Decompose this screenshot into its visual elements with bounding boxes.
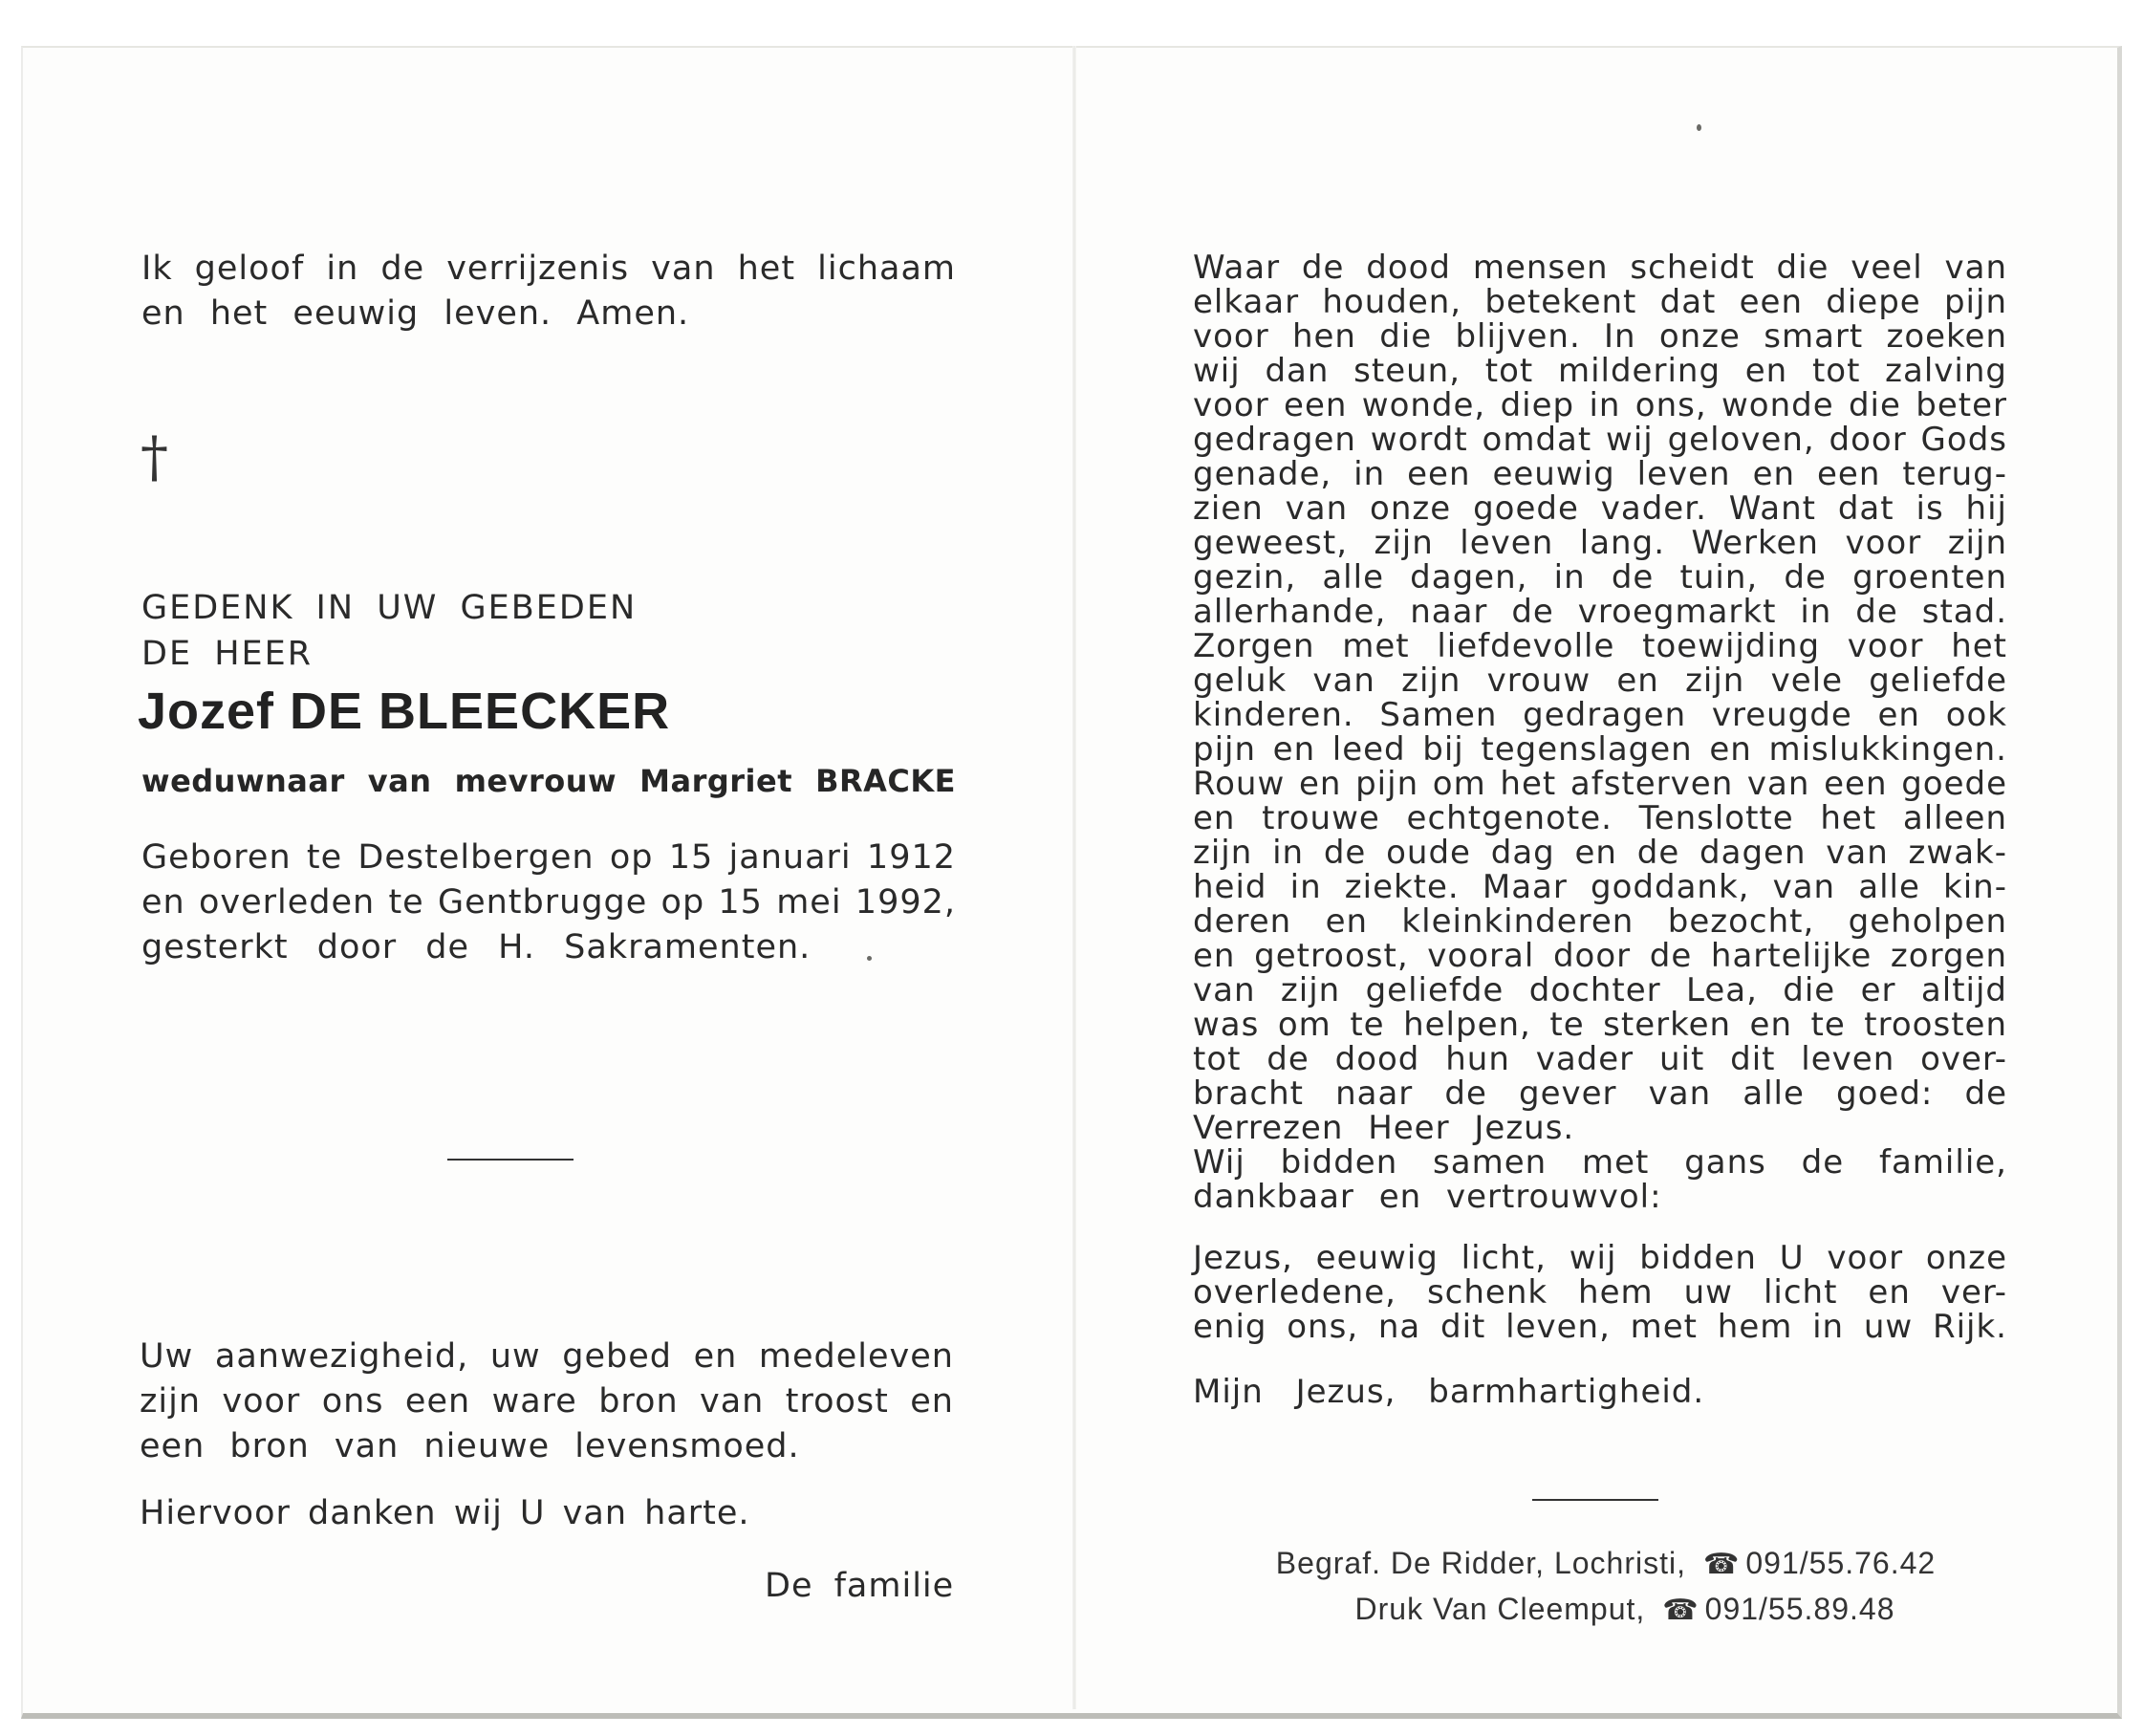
memorial-text-line: zijn in de oude dag en de dagen van zwak-	[1193, 834, 2007, 872]
memorial-text-line: gedragen wordt omdat wij geloven, door Gods	[1193, 421, 2007, 459]
memorial-text-line: dankbaar en vertrouwvol:	[1193, 1178, 1662, 1216]
memorial-text-line: Zorgen met liefdevolle toewijding voor het	[1193, 627, 2007, 665]
family-signature: De familie	[765, 1567, 955, 1605]
card-fold	[1072, 46, 1076, 1709]
invocation-line: Mijn Jezus, barmhartigheid.	[1193, 1373, 1705, 1411]
memorial-text-line: genade, in een eeuwig leven en een terug-	[1193, 455, 2007, 493]
memorial-text-line: Verrezen Heer Jezus.	[1193, 1109, 1575, 1147]
prayer-line: overledene, schenk hem uw licht en ver-	[1193, 1273, 2007, 1312]
memorial-text-line: Waar de dood mensen scheidt die veel van	[1193, 249, 2007, 287]
title-heading: DE HEER	[141, 635, 314, 673]
memorial-text-line: Rouw en pijn om het afsterven van een goede	[1193, 765, 2007, 803]
prayer-line: enig ons, na dit leven, met hem in uw Rijk.	[1193, 1308, 2007, 1346]
presence-line: een bron van nieuwe levensmoed.	[140, 1427, 800, 1465]
creed-line: Ik geloof in de verrijzenis van het lichaam	[141, 250, 956, 288]
widower-line: weduwnaar van mevrouw Margriet BRACKE	[141, 763, 956, 799]
presence-line: Uw aanwezigheid, uw gebed en medeleven	[140, 1337, 954, 1376]
undertaker-line	[1147, 1541, 2065, 1587]
undertaker-phone: 091/55.76.42	[1745, 1546, 1937, 1580]
memorial-text-line: tot de dood hun vader uit dit leven over-	[1193, 1040, 2007, 1078]
telephone-icon: ☎	[1662, 1595, 1699, 1626]
printer-phone: 091/55.89.48	[1704, 1592, 1895, 1626]
memorial-text-line: voor hen die blijven. In onze smart zoeken	[1193, 317, 2007, 356]
prayer-text	[1193, 1241, 2007, 1344]
death-line: en overleden te Gentbrugge op 15 mei 1992,	[141, 883, 956, 922]
memorial-text-line: allerhande, naar de vroegmarkt in de stad.	[1193, 593, 2007, 631]
deceased-name: Jozef DE BLEECKER	[138, 683, 671, 740]
birth-death-text	[141, 835, 956, 970]
memorial-text-line: Wij bidden samen met gans de familie,	[1193, 1143, 2007, 1182]
divider	[447, 1159, 574, 1161]
birth-line: Geboren te Destelbergen op 15 januari 1912	[141, 838, 956, 877]
prayer-line: Jezus, eeuwig licht, wij bidden U voor onze	[1193, 1239, 2007, 1277]
presence-line: zijn voor ons een ware bron van troost en	[140, 1382, 954, 1421]
memorial-text-line: wij dan steun, tot mildering en tot zalving	[1193, 352, 2007, 390]
telephone-icon: ☎	[1702, 1549, 1741, 1580]
sacraments-line: gesterkt door de H. Sakramenten.	[141, 928, 812, 966]
memorial-text-line: gezin, alle dagen, in de tuin, de groenten	[1193, 558, 2007, 597]
memorial-text-line: van zijn geliefde dochter Lea, die er altijd	[1193, 971, 2007, 1009]
presence-text	[140, 1335, 954, 1469]
creed-line: en het eeuwig leven. Amen.	[141, 294, 690, 333]
creed-text	[141, 247, 956, 336]
thanks-line: Hiervoor danken wij U van harte.	[140, 1494, 750, 1532]
memorial-text-line: voor een wonde, diep in ons, wonde die beter	[1193, 386, 2007, 424]
memorial-text-line: en trouwe echtgenote. Tenslotte het alleen	[1193, 799, 2007, 837]
memorial-text	[1193, 250, 2007, 1214]
memorial-text-line: en getroost, vooral door de hartelijke zorgen	[1193, 937, 2007, 975]
remember-heading: GEDENK IN UW GEBEDEN	[141, 589, 638, 627]
memorial-text-line: deren en kleinkinderen bezocht, geholpen	[1193, 902, 2007, 941]
memorial-text-line: zien van onze goede vader. Want dat is hij	[1193, 489, 2007, 528]
printer-name: Druk Van Cleemput,	[1354, 1592, 1646, 1626]
memorial-text-line: heid in ziekte. Maar goddank, van alle kin-	[1193, 868, 2007, 906]
memorial-text-line: bracht naar de gever van alle goed: de	[1193, 1074, 2007, 1113]
memorial-text-line: was om te helpen, te sterken en te troosten	[1193, 1006, 2007, 1044]
memorial-text-line: pijn en leed bij tegenslagen en mislukkingen.	[1193, 730, 2007, 769]
memorial-text-line: kinderen. Samen gedragen vreugde en ook	[1193, 696, 2007, 734]
printer-line	[1147, 1587, 2065, 1633]
printer-credits	[1147, 1541, 2065, 1633]
undertaker-name: Begraf. De Ridder, Lochristi,	[1275, 1546, 1686, 1580]
divider	[1532, 1499, 1658, 1501]
memorial-text-line: geweest, zijn leven lang. Werken voor zijn	[1193, 524, 2007, 562]
cross-icon: †	[141, 424, 168, 489]
speck	[1697, 124, 1701, 131]
memorial-text-line: geluk van zijn vrouw en zijn vele geliefde	[1193, 662, 2007, 700]
memorial-text-line: elkaar houden, betekent dat een diepe pijn	[1193, 283, 2007, 321]
